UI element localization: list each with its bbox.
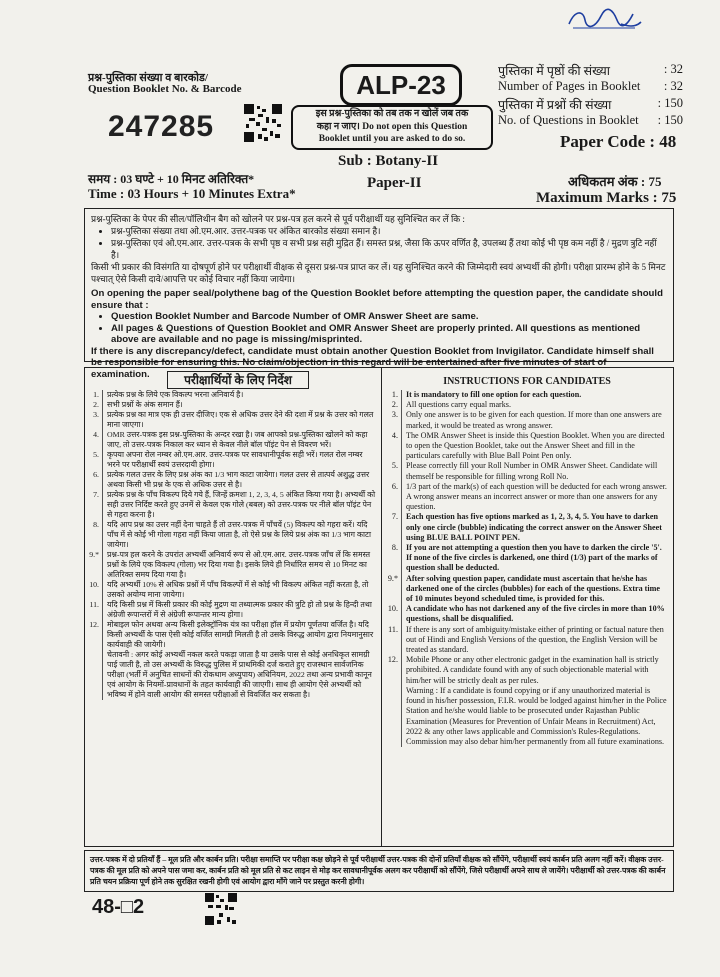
instruction-item — [85, 390, 381, 400]
instruction-text: प्रत्येक गलत उत्तर के लिए प्रश्न अंक का 1/3 भाग काटा जायेगा। गलत उत्तर से तात्पर्य अशुद्ध उत्तर अथवा किसी भी प्रश्न के एक से अधिक उत्तर से है। — [107, 470, 370, 489]
instruction-item — [382, 604, 672, 624]
instructions-columns — [84, 367, 674, 847]
instruction-item — [85, 580, 381, 600]
instruction-item — [382, 482, 672, 513]
instruction-text: प्रत्येक प्रश्न का मात्र एक ही उत्तर दीजिए। एक से अधिक उत्तर देने की दशा में प्रश्न के उत्तर को गलत माना जाएगा। — [107, 410, 374, 429]
instruction-text: यदि आप प्रश्न का उत्तर नहीं देना चाहते हैं तो उत्तर-पत्रक में पाँचवें (5) विकल्प को गहरा करें। यदि पाँच में से कोई भी गोला गहरा नहीं किया जाता है, तो ऐसे प्रश्न के लिये प्रश्न अंक का 1/3 भाग काटा जायेगा। — [107, 520, 371, 549]
questions-label-english: No. of Questions in Booklet — [498, 113, 639, 127]
questions-label-hindi: पुस्तिका में प्रश्नों की संख्या — [498, 98, 612, 112]
instruction-text: यदि किसी प्रश्न में किसी प्रकार की कोई मुद्रण या तथ्यात्मक प्रकार की त्रुटि हो तो प्रश्न के हिन्दी तथा अंग्रेजी रूपान्तरों में से अंग्रेजी रूपान्तर मान्य होगा। — [107, 600, 372, 619]
instruction-text: If there is any sort of ambiguity/mistake either of printing or factual nature then out of Hindi and English Versions of the question, the English Version will be treated as standard. — [406, 624, 664, 655]
pages-value-hindi: : 32 — [663, 62, 683, 76]
instruction-text: The OMR Answer Sheet is inside this Question Booklet. When you are directed to open the Question Booklet, take out the Answer Sheet and fill in the particulars carefully with Blue Ball Point Pen only. — [406, 430, 665, 461]
instruction-text: After solving question paper, candidate must ascertain that he/she has darkened one of the circles (bubbles) for each of the questions. Extra time of 10 minutes beyond scheduled time, is provided for this. — [406, 573, 660, 604]
instruction-text: सभी प्रश्नों के अंक समान हैं। — [107, 400, 183, 409]
instruction-item — [382, 625, 672, 656]
time-hindi: समय : 03 घण्टे + 10 मिनट अतिरिक्त* — [88, 172, 255, 186]
instruction-text: A candidate who has not darkened any of the five circles in more than 10% questions, shall be disqualified. — [406, 604, 665, 624]
english-instructions-heading: INSTRUCTIONS FOR CANDIDATES — [443, 376, 611, 387]
instruction-number: 10. — [85, 580, 103, 600]
instruction-text: प्रत्येक प्रश्न के लिये एक विकल्प भरना अनिवार्य है। — [107, 390, 244, 399]
instruction-text: 1/3 part of the mark(s) of each question will be deducted for each wrong answer. A wrong answer means an incorrect answer or more than one answers for any question. — [406, 481, 667, 512]
instruction-number: 3. — [382, 410, 402, 430]
instruction-number: 7. — [85, 490, 103, 520]
instruction-item — [85, 600, 381, 620]
instruction-number: 6. — [85, 470, 103, 490]
instruction-item — [382, 410, 672, 430]
instruction-text: कृपया अपना रोल नम्बर ओ.एम.आर. उत्तर-पत्रक पर सावधानीपूर्वक सही भरें। गलत रोल नम्बर भरने पर परीक्षार्थी स्वयं उत्तरदायी होगा। — [107, 450, 363, 469]
english-instructions-list — [382, 390, 672, 747]
instruction-item — [382, 686, 672, 747]
instruction-number: 2. — [85, 400, 103, 410]
instruction-text: It is mandatory to fill one option for each question. — [406, 390, 582, 399]
instruction-number: 2. — [382, 400, 402, 410]
checklist-item-english: • Question Booklet Number and Barcode Number of OMR Answer Sheet are same. — [111, 311, 667, 323]
instruction-item — [382, 390, 672, 400]
instruction-number: 11. — [85, 600, 103, 620]
instruction-text: प्रत्येक प्रश्न के पाँच विकल्प दिये गये हैं, जिन्हें क्रमशः 1, 2, 3, 4, 5 अंकित किया गया है। अभ्यर्थी को सही उत्तर निर्दिष्ट करते हुए उनमें से केवल एक गोले (बबल) को उत्तर-पत्रक पर नीले बॉल पॉइंट पेन से गहरा करना है। — [107, 490, 376, 519]
footer-qr-image — [205, 893, 237, 925]
instruction-item — [85, 430, 381, 450]
checklist-end-hindi: किसी भी प्रकार की विसंगति या दोषपूर्ण होने पर परीक्षार्थी वीक्षक से दूसरा प्रश्न-पत्र प्राप्त कर लें। यह सुनिश्चित करने की जिम्मेदारी स्वयं अभ्यर्थी की होगी। परीक्षा प्रारम्भ होने के 5 मिनट पश्चात् ऐसे किसी दावे/आपत्ति पर कोई विचार नहीं किया जायेगा। — [91, 262, 666, 284]
instruction-text: Only one answer is to be given for each question. If more than one answers are marked, it would be treated as wrong answer. — [406, 410, 662, 430]
hindi-instructions — [85, 368, 382, 846]
subject: Sub : Botany-II — [338, 153, 439, 169]
instruction-number: 1. — [382, 390, 402, 400]
time-english: Time : 03 Hours + 10 Minutes Extra* — [88, 186, 296, 201]
checklist-item-hindi: • प्रश्न-पुस्तिका एवं ओ.एम.आर. उत्तर-पत्रक के सभी पृष्ठ व सभी प्रश्न सही मुद्रित हैं। समस्त प्रश्न, जैसा कि ऊपर वर्णित है, उपलब्ध हैं तथा कोई भी पृष्ठ कम नहीं है / मुद्रण त्रुटि नहीं है। — [111, 237, 667, 261]
instruction-item — [85, 620, 381, 650]
footer-page-code: 48-□2 — [92, 896, 145, 918]
checklist-end-english: If there is any discrepancy/defect, candidate must obtain another Question Booklet from Invigilator. Candidate himself shall be responsible for ensuring this. No claim/objection in this regard will be entertained after five minutes of start of examination. — [91, 345, 654, 380]
instruction-item — [85, 490, 381, 520]
instruction-item — [85, 470, 381, 490]
booklet-label-english: Question Booklet No. & Barcode — [88, 83, 242, 95]
instruction-item — [382, 512, 672, 543]
instruction-item — [382, 461, 672, 481]
pages-label-hindi: पुस्तिका में पृष्ठों की संख्या — [498, 64, 610, 78]
barcode-qr-image — [244, 104, 282, 142]
instruction-text: Mobile Phone or any other electronic gadget in the examination hall is strictly prohibited. A candidate found with any of such objectionable material with him/her will be strictly dealt as per rules. — [406, 655, 659, 685]
instruction-item — [85, 520, 381, 550]
instruction-number: 3. — [85, 410, 103, 430]
instruction-item — [382, 400, 672, 410]
instruction-number: 1. — [85, 390, 103, 400]
instruction-number: 12. — [382, 655, 402, 686]
instruction-number: 12. — [85, 620, 103, 650]
instruction-number — [85, 650, 103, 700]
instruction-text: Warning : If a candidate is found copying or if any unauthorized material is found in his/her possession, F.I.R. would be lodged against him/her in the Police Station and he/she would liable to be prosecuted under Rajasthan Public Examination (Measures for Prevention of Unfair Means in Recruitment) Act, 2022 & any other laws applicable and Commission's Rules-Regulations. Commission may also debar him/her permanently from all future examinations. — [406, 685, 667, 746]
booklet-label-hindi: प्रश्न-पुस्तिका संख्या व बारकोड/ — [88, 72, 208, 84]
instruction-number: 9.* — [382, 574, 402, 605]
hindi-instructions-list — [85, 390, 381, 700]
handwritten-signature — [565, 6, 645, 37]
instruction-item — [382, 543, 672, 574]
instruction-number: 7. — [382, 512, 402, 543]
instruction-text: चेतावनी : अगर कोई अभ्यर्थी नकल करते पकड़ा जाता है या उसके पास से कोई अनधिकृत सामग्री पाई जाती है, तो उस अभ्यर्थी के विरुद्ध पुलिस में प्राथमिकी दर्ज कराते हुए राजस्थान सार्वजनिक परीक्षा (भर्ती में अनुचित साधनों की रोकथाम अध्युपाय) अधिनियम, 2022 तथा अन्य प्रभावी कानून एवं आयोग के नियमों-प्रावधानों के तहत कार्यवाही की जाएगी। साथ ही आयोग ऐसे अभ्यर्थी को भविष्य में होने वाली आयोग की समस्त परीक्षाओं से विवर्जित कर सकता है। — [107, 650, 372, 699]
questions-value-hindi: : 150 — [657, 96, 683, 110]
instruction-text: मोबाइल फोन अथवा अन्य किसी इलेक्ट्रॉनिक यंत्र का परीक्षा हॉल में प्रयोग पूर्णतया वर्जित है। यदि किसी अभ्यर्थी के पास ऐसी कोई वर्जित सामग्री मिलती है तो उसके विरुद्ध आयोग द्वारा नियमानुसार कार्यवाही की जायेगी। — [107, 620, 374, 649]
instruction-number: 10. — [382, 604, 402, 624]
instruction-item — [85, 410, 381, 430]
instruction-item — [382, 574, 672, 605]
checklist-intro-hindi: प्रश्न-पुस्तिका के पेपर की सील/पॉलिथीन बैग को खोलने पर प्रश्न-पत्र हल करने से पूर्व परीक्षार्थी यह सुनिश्चित कर लें कि : — [91, 214, 465, 224]
instruction-item — [382, 431, 672, 462]
instruction-number: 8. — [382, 543, 402, 574]
instruction-text: प्रश्न-पत्र हल करने के उपरांत अभ्यर्थी अनिवार्य रूप से ओ.एम.आर. उत्तर-पत्रक जाँच लें कि समस्त प्रश्नों के लिये एक विकल्प (गोला) भर दिया गया है। इसके लिये ही निर्धारित समय से 10 मिनट का अतिरिक्त समय दिया गया है। — [107, 550, 371, 579]
pages-label-english: Number of Pages in Booklet — [498, 79, 641, 93]
hindi-instructions-heading: परीक्षार्थियों के लिए निर्देश — [167, 371, 309, 389]
instruction-text: Each question has five options marked as 1, 2, 3, 4, 5. You have to darken only one circle (bubble) indicating the correct answer on the Answer Sheet using BLUE BALL POINT PEN. — [406, 512, 662, 542]
instruction-item — [85, 650, 381, 700]
instruction-number: 11. — [382, 625, 402, 656]
instruction-text: यदि अभ्यर्थी 10% से अधिक प्रश्नों में पाँच विकल्पों में से कोई भी विकल्प अंकित नहीं करता है, तो उसको अयोग्य माना जायेगा। — [107, 580, 369, 599]
paper-title: Paper-II — [367, 175, 422, 191]
english-instructions — [382, 368, 672, 846]
questions-value-english: : 150 — [657, 113, 683, 127]
instruction-text: If you are not attempting a question then you have to darken the circle '5'. If none of the five circles is darkened, one third (1/3) part of the marks of question shall be deducted. — [406, 543, 662, 573]
paper-code: Paper Code : 48 — [560, 132, 677, 151]
instruction-number: 4. — [382, 431, 402, 462]
instruction-number: 6. — [382, 482, 402, 513]
warning-line-3: Booklet until you are asked to do so. — [318, 134, 466, 144]
instruction-item — [85, 450, 381, 470]
max-marks-hindi: अधिकतम अंक : 75 — [568, 174, 662, 189]
instruction-item — [382, 655, 672, 686]
instruction-number: 5. — [85, 450, 103, 470]
warning-line-2: कहा न जाए। Do not open this Question — [316, 121, 468, 132]
instruction-number: 4. — [85, 430, 103, 450]
checklist-item-english: • All pages & Questions of Question Booklet and OMR Answer Sheet are properly printed. All questions as mentioned above are available and no page is missing/misprinted. — [111, 323, 667, 346]
instruction-number — [382, 686, 402, 747]
instruction-text: All questions carry equal marks. — [406, 400, 511, 410]
checklist-intro-english: On opening the paper seal/polythene bag of the Question Booklet before attempting the question paper, the candidate should ensure that : — [91, 288, 663, 311]
instruction-item — [85, 400, 381, 410]
warning-line-1: इस प्रश्न-पुस्तिका को तब तक न खोलें जब तक — [315, 109, 469, 119]
booklet-info — [498, 62, 683, 130]
booklet-number: 247285 — [108, 110, 215, 143]
checklist-item-hindi: • प्रश्न-पुस्तिका संख्या तथा ओ.एम.आर. उत्तर-पत्रक पर अंकित बारकोड संख्या समान है। — [111, 225, 667, 237]
instruction-item — [85, 550, 381, 580]
answer-sheet-copy-note: उत्तर-पत्रक में दो प्रतियाँ हैं – मूल प्रति और कार्बन प्रति। परीक्षा समाप्ति पर परीक्षा कक्ष छोड़ने से पूर्व परीक्षार्थी उत्तर-पत्रक की दोनों प्रतियाँ वीक्षक को सौंपेंगे, परीक्षार्थी स्वयं कार्बन प्रति अलग नहीं करें। वीक्षक उत्तर-पत्रक की मूल प्रति को अपने पास जमा कर, कार्बन प्रति को मूल प्रति से कट लाइन से मोड़ कर सावधानीपूर्वक अलग कर परीक्षार्थी को सौंपेंगे, जिसे परीक्षार्थी अपने साथ ले जायेंगे। परीक्षार्थी को उत्तर-पत्रक की कार्बन प्रति चयन प्रक्रिया पूर्ण होने तक सुरक्षित रखनी होगी एवं आयोग द्वारा माँगे जाने पर प्रस्तुत करनी होगी। — [84, 850, 674, 892]
max-marks-english: Maximum Marks : 75 — [536, 190, 677, 206]
instruction-text: Please correctly fill your Roll Number in OMR Answer Sheet. Candidate will themself be responsible for filling wrong Roll No. — [406, 461, 658, 481]
pages-value-english: : 32 — [663, 79, 683, 93]
instruction-text: OMR उत्तर-पत्रक इस प्रश्न-पुस्तिका के अन्दर रखा है। जब आपको प्रश्न-पुस्तिका खोलने को कहा जाए, तो उत्तर-पत्रक निकाल कर ध्यान से केवल नीले बॉल पॉइंट पेन से विवरण भरें। — [107, 430, 368, 449]
instruction-number: 5. — [382, 461, 402, 481]
series-code-box: ALP-23 — [340, 64, 462, 106]
do-not-open-warning — [291, 105, 493, 150]
instruction-number: 8. — [85, 520, 103, 550]
instruction-number: 9.* — [85, 550, 103, 580]
